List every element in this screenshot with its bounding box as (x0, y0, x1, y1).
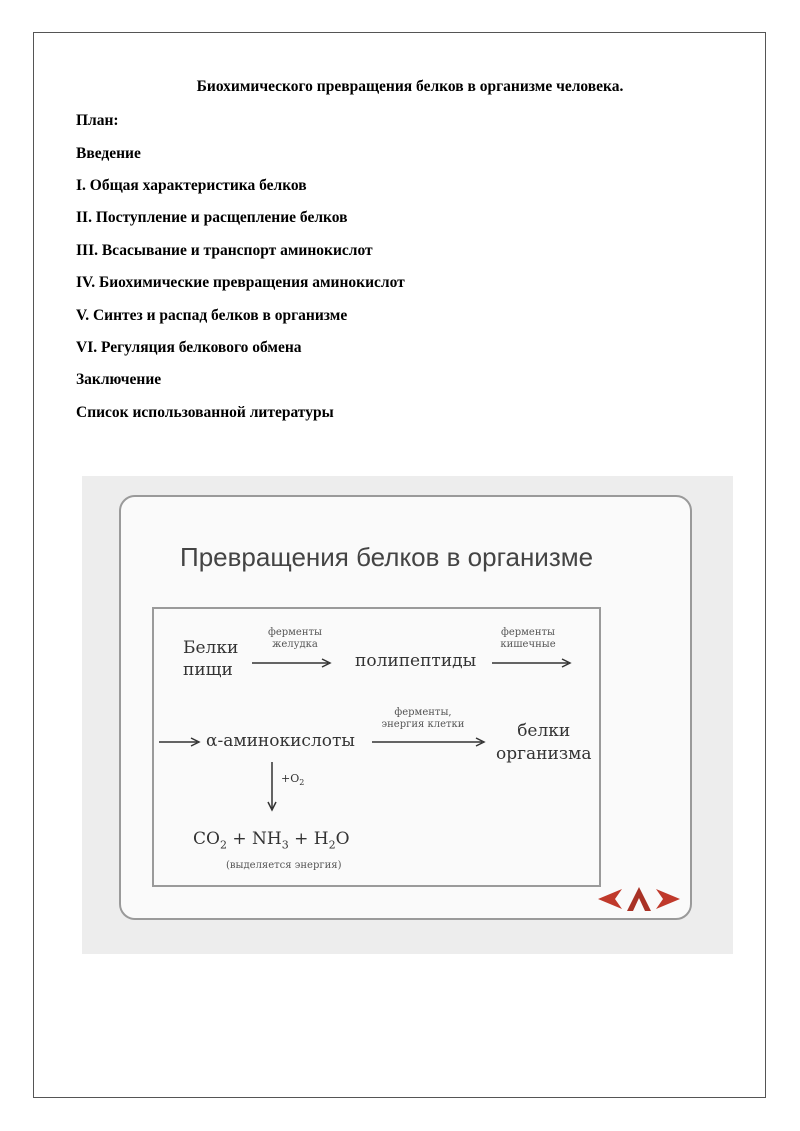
nav-prev-icon[interactable] (598, 889, 622, 909)
arrow-right-icon (492, 657, 574, 669)
food-protein-label (183, 637, 238, 681)
slide-title: Превращения белков в организме (180, 542, 594, 572)
body-protein-label (496, 720, 591, 766)
arrow-down-icon (266, 762, 278, 812)
document-title: Биохимического превращения белков в организме человека. (196, 78, 624, 95)
polypeptides-label: полипептиды (355, 651, 477, 671)
plan-item-references: Список использованной литературы (76, 404, 334, 421)
enzyme-stomach-label (262, 627, 328, 651)
h-text: + H (288, 829, 329, 849)
arrow-right-icon (372, 736, 488, 748)
food-protein-line2: пищи (183, 660, 233, 680)
enzyme-intestine-line2: кишечные (500, 639, 556, 650)
enzyme-intestine-label (493, 627, 563, 651)
plan-item-4: IV. Биохимические превращения аминокислот (76, 274, 405, 291)
plan-heading: План: (76, 112, 119, 129)
food-protein-line1: Белки (183, 638, 239, 658)
nh-text: + NH (226, 829, 282, 849)
body-protein-line2: организма (496, 744, 592, 764)
nav-home-icon[interactable] (627, 887, 651, 911)
plan-item-5: V. Синтез и распад белков в организме (76, 307, 348, 324)
arrow-right-icon (159, 736, 203, 748)
plan-item-intro: Введение (76, 145, 141, 162)
enzyme-energy-line2: энергия клетки (381, 719, 465, 730)
h-subscript: 2 (328, 838, 336, 852)
body-protein-line1: белки (517, 721, 571, 741)
enzyme-energy-line1: ферменты, (394, 707, 452, 718)
plan-item-conclusion: Заключение (76, 371, 162, 388)
oxygen-subscript: 2 (299, 778, 305, 788)
plan-item-1: I. Общая характеристика белков (76, 177, 307, 194)
plan-item-3: III. Всасывание и транспорт аминокислот (76, 242, 373, 259)
oxygen-label (281, 772, 304, 787)
products-formula (193, 829, 350, 851)
enzyme-intestine-line1: ферменты (501, 627, 555, 638)
plan-item-2: II. Поступление и расщепление белков (76, 209, 348, 226)
arrow-right-icon (252, 657, 334, 669)
o-text: O (335, 829, 350, 849)
oxygen-text: +O (281, 772, 300, 785)
nav-next-icon[interactable] (656, 889, 680, 909)
enzyme-energy-label (368, 707, 478, 731)
co-subscript: 2 (219, 838, 227, 852)
enzyme-stomach-line2: желудка (272, 639, 318, 650)
plan-item-6: VI. Регуляция белкового обмена (76, 339, 302, 356)
nh-subscript: 3 (281, 838, 289, 852)
co-text: CO (193, 829, 220, 849)
slide-nav (596, 884, 682, 914)
energy-note: (выделяется энергия) (226, 860, 342, 871)
enzyme-stomach-line1: ферменты (268, 627, 322, 638)
amino-acids-label: α-аминокислоты (206, 731, 355, 751)
